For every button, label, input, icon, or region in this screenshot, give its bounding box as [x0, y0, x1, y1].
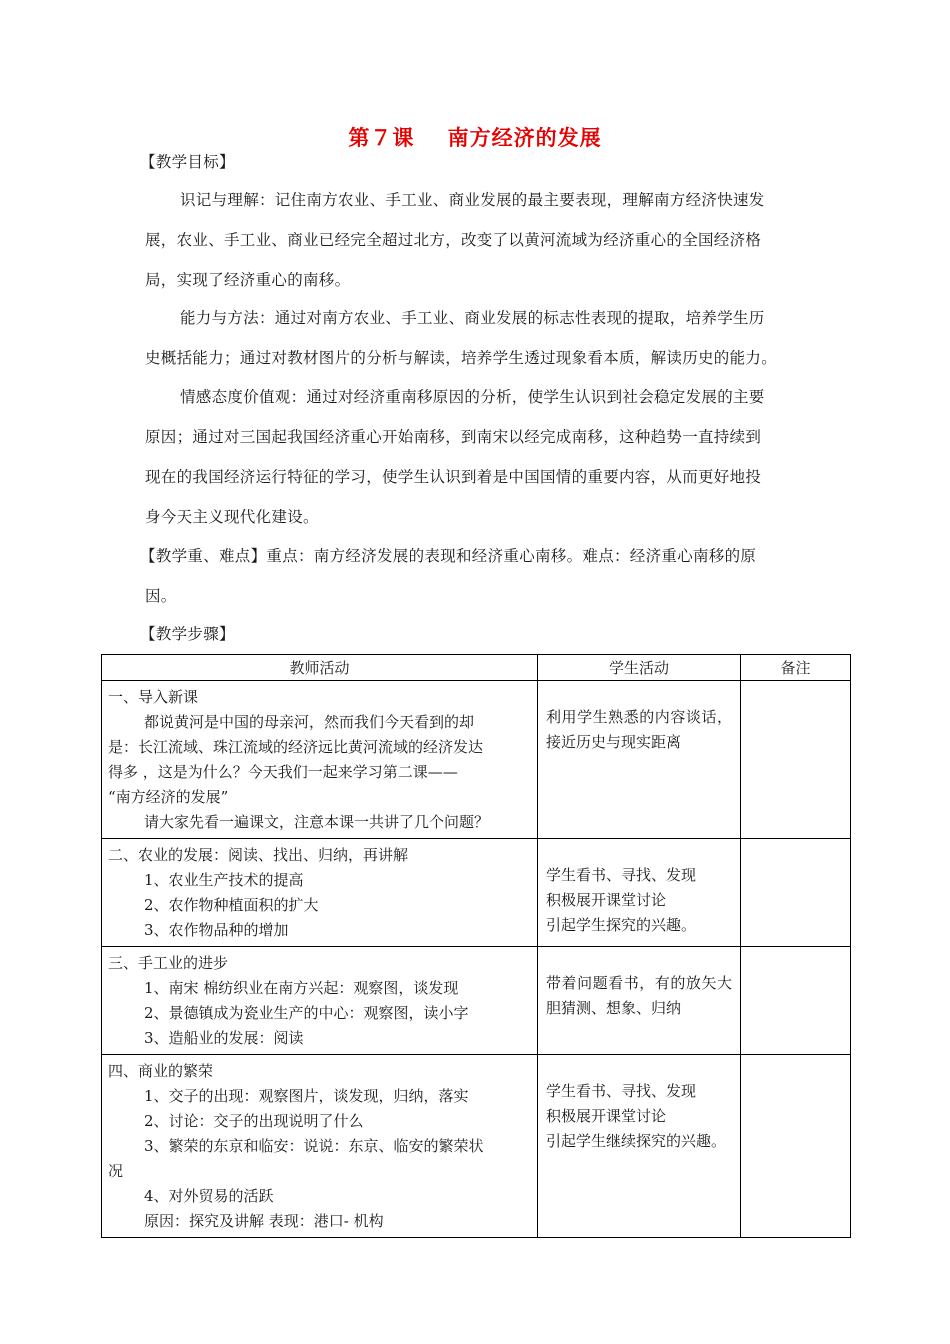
student-activity-cell	[538, 839, 741, 947]
header-student-activity: 学生活动	[538, 655, 741, 681]
teacher-activity-line: 况	[108, 1162, 124, 1180]
teacher-activity-cell	[102, 1055, 538, 1238]
student-activity-line: 带着问题看书，有的放矢大胆猜测、想象、归纳	[546, 974, 732, 1017]
teacher-activity-cell	[102, 839, 538, 947]
teacher-activity-line: 1、农业生产技术的提高	[144, 871, 304, 889]
table-header-row	[102, 655, 851, 681]
teacher-activity-line: 得多 ，这是为什么？今天我们一起来学习第二课——	[108, 763, 458, 781]
objective-ability-line-1: 能力与方法：通过对南方农业、手工业、商业发展的标志性表现的提取，培养学生历	[180, 309, 765, 327]
notes-cell	[741, 681, 851, 839]
student-activity-line: 引起学生探究的兴趣。	[546, 916, 697, 934]
teacher-activity-line: 四、商业的繁荣	[108, 1062, 214, 1080]
notes-cell	[741, 947, 851, 1055]
table-row	[102, 839, 851, 947]
objective-knowledge-line-3: 局，实现了经济重心的南移。	[145, 271, 351, 289]
key-points-line-2: 因。	[145, 587, 177, 605]
student-activity-line: 引起学生继续探究的兴趣。	[546, 1132, 727, 1150]
objective-knowledge-line-1: 识记与理解：记住南方农业、手工业、商业发展的最主要表现，理解南方经济快速发	[180, 191, 765, 209]
teaching-steps-table	[101, 654, 851, 1238]
student-activity-cell	[538, 947, 741, 1055]
teacher-activity-line: 都说黄河是中国的母亲河，然而我们今天看到的却	[144, 713, 475, 731]
notes-cell	[741, 839, 851, 947]
objective-emotion-line-3: 现在的我国经济运行特征的学习，使学生认识到着是中国国情的重要内容，从而更好地投	[145, 468, 762, 486]
student-activity-line: 学生看书、寻找、发现	[546, 1082, 697, 1100]
student-activity-line: 积极展开课堂讨论	[546, 1107, 667, 1125]
teacher-activity-line: 是：长江流域、珠江流域的经济远比黄河流域的经济发达	[108, 738, 484, 756]
table-row	[102, 947, 851, 1055]
objective-knowledge-line-2: 展，农业、手工业、商业已经完全超过北方，改变了以黄河流域为经济重心的全国经济格	[145, 231, 762, 249]
page-title: 第７课 南方经济的发展	[348, 126, 602, 150]
teacher-activity-line: 三、手工业的进步	[108, 954, 229, 972]
notes-cell	[741, 1055, 851, 1238]
steps-heading: 【教学步骤】	[140, 625, 235, 643]
table-row	[102, 1055, 851, 1238]
header-notes: 备注	[741, 655, 851, 681]
teacher-activity-line: 1、交子的出现：观察图片，谈发现，归纳，落实	[144, 1087, 469, 1105]
teacher-activity-line: 一、导入新课	[108, 688, 199, 706]
header-teacher-activity: 教师活动	[102, 655, 538, 681]
teacher-activity-line: 3、繁荣的东京和临安：说说：东京、临安的繁荣状	[144, 1137, 484, 1155]
objective-emotion-line-2: 原因；通过对三国起我国经济重心开始南移，到南宋以经完成南移，这种趋势一直持续到	[145, 428, 762, 446]
teacher-activity-line: 2、农作物种植面积的扩大	[144, 896, 319, 914]
objectives-heading: 【教学目标】	[140, 153, 235, 171]
key-points-line-1: 【教学重、难点】重点：南方经济发展的表现和经济重心南移。难点：经济重心南移的原	[140, 547, 757, 565]
teacher-activity-line: “南方经济的发展”	[108, 788, 229, 806]
student-activity-line: 利用学生熟悉的内容谈话，接近历史与现实距离	[546, 708, 732, 751]
teacher-activity-line: 3、农作物品种的增加	[144, 921, 289, 939]
table-row	[102, 681, 851, 839]
teacher-activity-line: 原因：探究及讲解 表现：港口- 机构	[144, 1212, 384, 1230]
teacher-activity-line: 4、对外贸易的活跃	[144, 1187, 274, 1205]
teacher-activity-line: 二、农业的发展：阅读、找出、归纳，再讲解	[108, 846, 409, 864]
objective-emotion-line-4: 身今天主义现代化建设。	[145, 508, 319, 526]
teacher-activity-line: 2、景德镇成为瓷业生产的中心：观察图，读小字	[144, 1004, 469, 1022]
student-activity-line: 积极展开课堂讨论	[546, 891, 667, 909]
student-activity-cell	[538, 1055, 741, 1238]
objective-emotion-line-1: 情感态度价值观：通过对经济重南移原因的分析，使学生认识到社会稳定发展的主要	[180, 388, 765, 406]
teacher-activity-line: 请大家先看一遍课文，注意本课一共讲了几个问题？	[144, 813, 490, 831]
teacher-activity-cell	[102, 947, 538, 1055]
objective-ability-line-2: 史概括能力；通过对教材图片的分析与解读，培养学生透过现象看本质，解读历史的能力。	[145, 349, 778, 367]
student-activity-line: 学生看书、寻找、发现	[546, 866, 697, 884]
table-body	[102, 681, 851, 1238]
teacher-activity-line: 2、讨论：交子的出现说明了什么	[144, 1112, 364, 1130]
teacher-activity-line: 3、造船业的发展：阅读	[144, 1029, 304, 1047]
teacher-activity-cell	[102, 681, 538, 839]
student-activity-cell	[538, 681, 741, 839]
teacher-activity-line: 1、南宋 棉纺织业在南方兴起：观察图，谈发现	[144, 979, 459, 997]
